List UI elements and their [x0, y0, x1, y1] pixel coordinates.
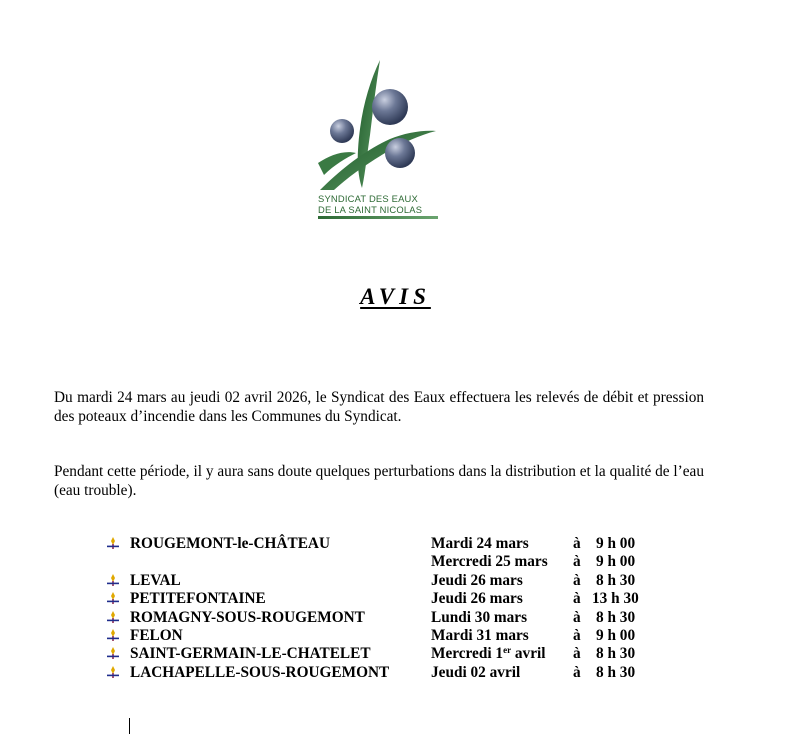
- pin-bullet-icon: [106, 573, 120, 587]
- logo-text-line1: SYNDICAT DES EAUX: [318, 193, 418, 204]
- schedule-time: 13 h 30: [592, 590, 639, 608]
- pin-bullet-icon: [106, 591, 120, 605]
- schedule-row: [0, 627, 786, 645]
- schedule-time: 9 h 00: [596, 626, 636, 644]
- schedule-row: [0, 664, 786, 682]
- schedule-at: à: [573, 645, 581, 663]
- schedule-row: [0, 553, 786, 571]
- schedule-row: [0, 609, 786, 627]
- commune-name: PETITEFONTAINE: [130, 590, 266, 608]
- schedule-date: Jeudi 26 mars: [431, 571, 523, 589]
- commune-name: ROUGEMONT-le-CHÂTEAU: [130, 535, 330, 552]
- schedule-row: [0, 572, 786, 590]
- schedule-row: [0, 590, 786, 608]
- commune-name: LACHAPELLE-SOUS-ROUGEMONT: [130, 663, 390, 681]
- schedule-at: à: [573, 571, 581, 589]
- schedule-date: Mardi 24 mars: [431, 535, 529, 552]
- schedule-time: 8 h 30: [596, 663, 636, 681]
- schedule-row: [0, 645, 786, 663]
- schedule-date: Mercredi 25 mars: [431, 553, 548, 571]
- text-cursor[interactable]: [129, 718, 130, 734]
- schedule-date: Lundi 30 mars: [431, 608, 528, 626]
- schedule-time: 8 h 30: [596, 645, 636, 663]
- schedule-date: Jeudi 02 avril: [431, 663, 521, 681]
- pin-bullet-icon: [106, 665, 120, 679]
- schedule-time: 9 h 00: [596, 535, 636, 552]
- schedule-at: à: [573, 590, 581, 608]
- disturbance-paragraph: Pendant cette période, il y aura sans doute quelques perturbations dans la distribution et la qualité de l’eau (eau trouble).: [54, 463, 704, 499]
- schedule-at: à: [573, 663, 581, 681]
- syndicat-logo: [310, 55, 445, 225]
- commune-name: ROMAGNY-SOUS-ROUGEMONT: [130, 608, 365, 626]
- pin-bullet-icon: [106, 610, 120, 624]
- commune-name: FELON: [130, 626, 183, 644]
- schedule-time: 9 h 00: [596, 553, 636, 571]
- schedule-time: 8 h 30: [596, 571, 636, 589]
- pin-bullet-icon: [106, 646, 120, 660]
- schedule-list: [0, 535, 786, 682]
- logo-graphic: [310, 55, 445, 195]
- schedule-row: [0, 535, 786, 553]
- logo-text-line2: DE LA SAINT NICOLAS: [318, 204, 423, 215]
- schedule-at: à: [573, 626, 581, 644]
- schedule-at: à: [573, 535, 581, 552]
- pin-bullet-icon: [106, 628, 120, 642]
- schedule-time: 8 h 30: [596, 608, 636, 626]
- pin-bullet-icon: [106, 536, 120, 550]
- commune-name: LEVAL: [130, 571, 181, 589]
- schedule-at: à: [573, 608, 581, 626]
- logo-underline: [318, 216, 438, 219]
- commune-name: SAINT-GERMAIN-LE-CHATELET: [130, 645, 371, 663]
- intro-paragraph: Du mardi 24 mars au jeudi 02 avril 2026, le Syndicat des Eaux effectuera les relevés de débit et pression des poteaux d’incendie dans les Communes du Syndicat.: [54, 389, 704, 425]
- schedule-date: Mardi 31 mars: [431, 626, 529, 644]
- schedule-at: à: [573, 553, 581, 571]
- schedule-date: Jeudi 26 mars: [431, 590, 523, 608]
- schedule-date: Mercredi 1er avril: [431, 645, 546, 663]
- page-title: AVIS: [360, 284, 431, 309]
